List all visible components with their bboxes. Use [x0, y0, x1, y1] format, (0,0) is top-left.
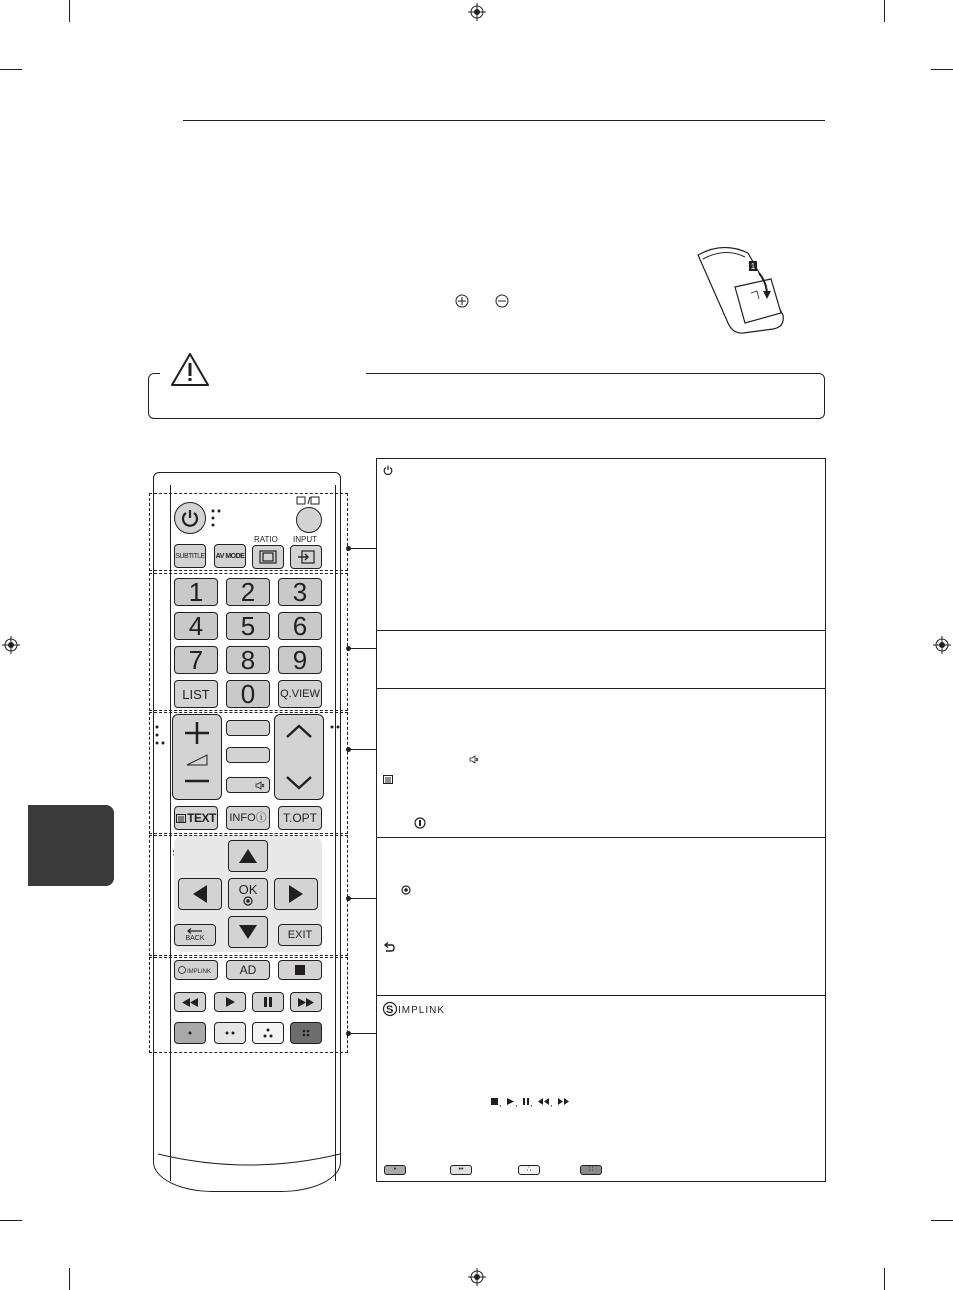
blue-key-icon: ∷	[580, 1165, 602, 1175]
ratio-button[interactable]	[252, 545, 284, 569]
crop-mark	[931, 69, 953, 70]
crop-mark	[0, 1220, 22, 1221]
back-arrow-icon	[186, 928, 204, 935]
playback-controls-icon	[489, 1096, 575, 1108]
number-0-button[interactable]: 0	[226, 680, 270, 708]
av-mode-button[interactable]: AV MODE	[214, 544, 246, 568]
svg-text:,: ,	[550, 1098, 553, 1108]
svg-text:,: ,	[499, 1098, 502, 1108]
red-key-icon: •	[384, 1165, 406, 1175]
left-arrow-button[interactable]	[178, 878, 222, 910]
input-label: INPUT	[293, 535, 317, 544]
power-icon	[180, 508, 200, 528]
number-8-button[interactable]: 8	[226, 646, 270, 674]
remote-control-illustration	[148, 460, 370, 1200]
tv-radio-icon	[296, 496, 320, 505]
header-rule	[183, 120, 825, 121]
one-dot-icon	[188, 1031, 192, 1035]
input-icon	[297, 550, 315, 564]
registration-mark-icon	[468, 1268, 486, 1286]
favourite-button[interactable]	[226, 720, 270, 736]
back-label: BACK	[185, 935, 205, 942]
info-icon	[414, 817, 426, 829]
number-5-button[interactable]: 5	[226, 612, 270, 640]
crop-mark	[884, 0, 885, 22]
down-arrow-icon	[238, 924, 258, 940]
four-dot-icon	[302, 1029, 310, 1037]
ratio-icon	[259, 550, 277, 564]
blue-button[interactable]	[290, 1022, 322, 1044]
registration-mark-icon	[2, 636, 20, 654]
two-dot-icon	[225, 1031, 235, 1035]
leader-line	[348, 749, 376, 750]
volume-icon	[177, 719, 217, 795]
battery-cover-illustration	[693, 243, 793, 335]
desc-row-navigation	[377, 838, 825, 996]
svg-text:S: S	[386, 1004, 394, 1016]
input-button[interactable]	[290, 545, 322, 569]
programme-up-down-icon	[279, 719, 319, 795]
down-arrow-button[interactable]	[228, 916, 268, 948]
number-6-button[interactable]: 6	[278, 612, 322, 640]
leader-line	[348, 648, 376, 649]
number-4-button[interactable]: 4	[174, 612, 218, 640]
desc-row-numbers	[377, 631, 825, 689]
info-button[interactable]: INFOⓘ	[226, 806, 270, 830]
left-arrow-icon	[192, 884, 208, 904]
crop-mark	[69, 0, 70, 22]
leader-dot	[346, 896, 351, 901]
number-1-button[interactable]: 1	[174, 578, 218, 606]
remote-bottom-curve	[156, 1150, 342, 1190]
leader-dot	[346, 747, 351, 752]
up-arrow-icon	[238, 848, 258, 864]
tv-radio-button[interactable]	[296, 507, 322, 533]
registration-mark-icon	[468, 3, 486, 21]
yellow-button[interactable]	[252, 1022, 284, 1044]
desc-row-power	[377, 459, 825, 631]
leader-line	[348, 898, 376, 899]
stop-icon	[295, 965, 305, 975]
caution-box	[148, 373, 825, 419]
subtitle-button[interactable]: SUBTITLE	[174, 544, 206, 568]
button-description-table	[376, 458, 826, 1182]
ok-icon	[401, 885, 411, 895]
programme-rocker[interactable]	[274, 714, 324, 800]
ok-label: OK	[238, 881, 258, 897]
number-2-button[interactable]: 2	[226, 578, 270, 606]
indicator-dots-icon	[330, 724, 340, 730]
svg-text:,: ,	[530, 1098, 533, 1108]
svg-text:IMPLINK: IMPLINK	[187, 969, 212, 975]
crop-mark	[69, 1268, 70, 1290]
ok-icon	[243, 896, 253, 906]
section-tab	[28, 805, 114, 886]
simplink-logo	[382, 1001, 454, 1017]
caution-triangle-icon	[170, 352, 210, 388]
number-9-button[interactable]: 9	[278, 646, 322, 674]
right-arrow-icon	[288, 884, 304, 904]
back-button[interactable]	[174, 924, 216, 946]
pause-icon	[264, 997, 272, 1007]
desc-row-playback	[377, 996, 825, 1182]
ok-button[interactable]	[228, 878, 268, 910]
red-button[interactable]	[174, 1022, 206, 1044]
svg-text:1: 1	[750, 262, 756, 271]
text-button-label: TEXT	[187, 811, 216, 825]
power-icon	[383, 465, 393, 475]
mute-icon	[255, 781, 265, 790]
yellow-key-icon: ∴	[518, 1165, 540, 1175]
teletext-icon	[383, 775, 393, 784]
power-button[interactable]	[174, 502, 206, 534]
registration-mark-icon	[933, 636, 951, 654]
fast-forward-button[interactable]	[290, 992, 322, 1012]
green-button[interactable]	[214, 1022, 246, 1044]
indicator-dots-icon	[211, 508, 221, 528]
stop-button[interactable]	[278, 960, 322, 980]
mute-button[interactable]	[226, 777, 270, 793]
crop-mark	[931, 1220, 953, 1221]
leader-dot	[346, 546, 351, 551]
crop-mark	[884, 1268, 885, 1290]
fast-forward-icon	[298, 998, 314, 1007]
exit-button[interactable]: EXIT	[278, 924, 322, 946]
ratio-label: RATIO	[254, 535, 278, 544]
up-arrow-button[interactable]	[228, 840, 268, 872]
number-7-button[interactable]: 7	[174, 646, 218, 674]
volume-rocker[interactable]	[172, 714, 222, 800]
q-view-button[interactable]: Q.VIEW	[278, 680, 322, 708]
rewind-icon	[182, 998, 198, 1007]
mute-icon	[469, 755, 479, 764]
text-button[interactable]	[174, 806, 218, 830]
battery-polarity-icon	[452, 292, 512, 310]
play-icon	[226, 997, 235, 1007]
list-button[interactable]: LIST	[174, 680, 218, 708]
number-3-button[interactable]: 3	[278, 578, 322, 606]
svg-text:IMPLINK: IMPLINK	[398, 1005, 446, 1016]
t-opt-button[interactable]: T.OPT	[278, 806, 322, 830]
leader-line	[348, 1033, 376, 1034]
teletext-icon	[176, 814, 186, 823]
simplink-button[interactable]	[174, 960, 218, 980]
green-key-icon: ••	[450, 1165, 472, 1175]
leader-line	[348, 548, 376, 549]
indicator-dots-icon	[155, 724, 165, 746]
leader-dot	[346, 646, 351, 651]
pause-button[interactable]	[252, 992, 284, 1012]
svg-text:,: ,	[515, 1098, 518, 1108]
guide-button[interactable]	[226, 747, 270, 763]
desc-row-volume	[377, 689, 825, 838]
crop-mark	[0, 69, 22, 70]
three-dot-icon	[263, 1028, 273, 1038]
rewind-button[interactable]	[174, 992, 206, 1012]
right-arrow-button[interactable]	[274, 878, 318, 910]
play-button[interactable]	[214, 992, 246, 1012]
simplink-logo	[178, 965, 214, 975]
back-arrow-icon	[383, 942, 395, 953]
ad-button[interactable]: AD	[226, 960, 270, 980]
leader-dot	[346, 1031, 351, 1036]
